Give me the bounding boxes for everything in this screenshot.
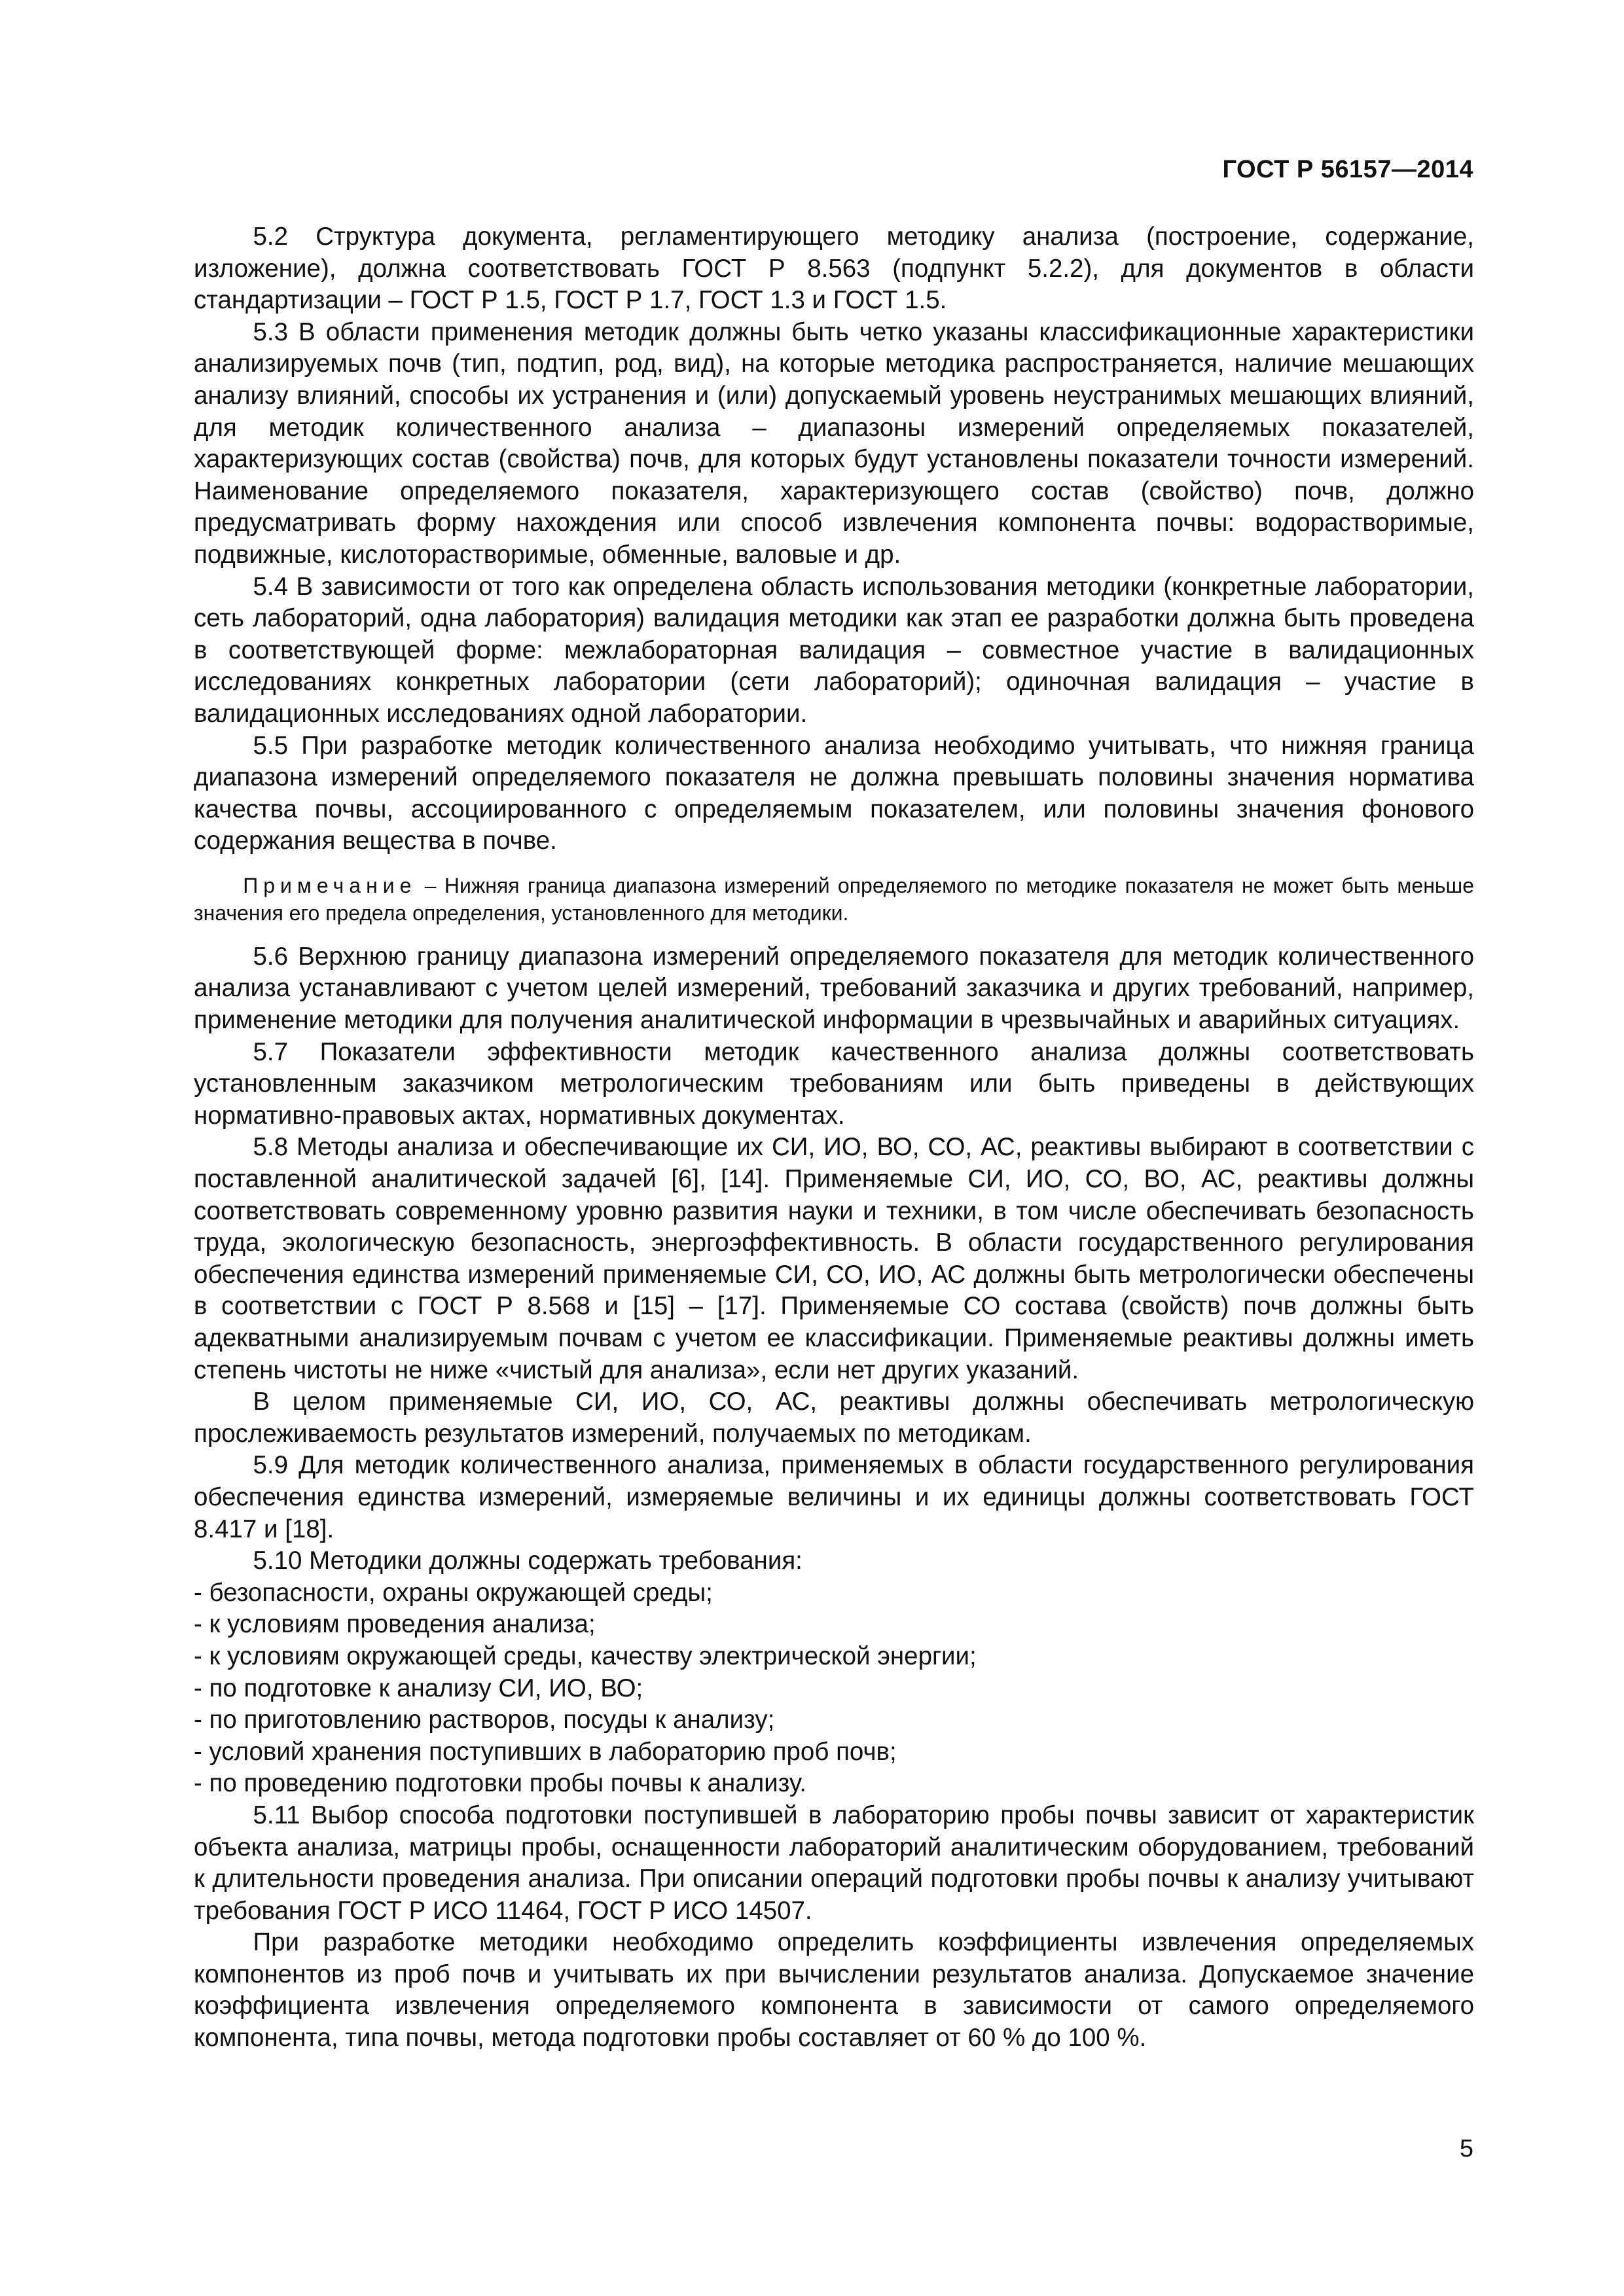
paragraph-5-8-continued: В целом применяемые СИ, ИО, СО, АС, реактивы должны обеспечивать метрологическую прослеживаемость результатов измерений, получаемых по методикам. [194,1388,1474,1448]
paragraph-5-7: 5.7 Показатели эффективности методик качественного анализа должны соответствовать установленным заказчиком метрологическим требованиям или быть приведены в действующих нормативно-правовых актах, нормативных документах. [194,1037,1474,1130]
document-code-header: ГОСТ Р 56157—2014 [1222,156,1473,183]
paragraph-5-9: 5.9 Для методик количественного анализа, применяемых в области государственного регулирования обеспечения единства измерений, измеряемые величины и их единицы должны соответствовать ГОСТ 8.417 и [18]. [194,1451,1474,1543]
paragraph-5-6: 5.6 Верхнюю границу диапазона измерений определяемого показателя для методик количественного анализа устанавливают с учетом целей измерений, требований заказчика и других требований, например, применение методики для получения аналитической информации в чрезвычайных и аварийных ситуациях. [194,942,1474,1035]
note [194,872,1474,927]
list-item: - по приготовлению растворов, посуды к анализу; [194,1706,775,1734]
list-item: - по подготовке к анализу СИ, ИО, ВО; [194,1674,643,1702]
document-body [194,221,1474,2054]
paragraph-5-3: 5.3 В области применения методик должны быть четко указаны классификационные характеристики анализируемых почв (тип, подтип, род, вид), на которые методика распространяется, наличие мешающих анализу влияний, способы их устранения и (или) допускаемый уровень неустранимых мешающих влияний, для методик количественного анализа – диапазоны измерений определяемых показателей, характеризующих состав (свойства) почв, для которых будут установлены показатели точности измерений. Наименование определяемого показателя, характеризующего состав (свойство) почв, должно предусматривать форму нахождения или способ извлечения компонента почвы: водорастворимые, подвижные, кислоторастворимые, обменные, валовые и др. [194,317,1474,569]
paragraph-5-8: 5.8 Методы анализа и обеспечивающие их СИ, ИО, ВО, СО, АС, реактивы выбирают в соответствии с поставленной аналитической задачей [6], [14]. Применяемые СИ, ИО, СО, ВО, АС, реактивы должны соответствовать современному уровню развития науки и техники, в том числе обеспечивать безопасность труда, экологическую безопасность, энергоэффективность. В области государственного регулирования обеспечения единства измерений применяемые СИ, СО, ИО, АС должны быть метрологически обеспечены в соответствии с ГОСТ Р 8.568 и [15] – [17]. Применяемые СО состава (свойств) почв должны быть адекватными анализируемым почвам с учетом ее классификации. Применяемые реактивы должны иметь степень чистоты не ниже «чистый для анализа», если нет других указаний. [194,1133,1474,1384]
paragraph-5-11: 5.11 Выбор способа подготовки поступившей в лабораторию пробы почвы зависит от характеристик объекта анализа, матрицы пробы, оснащенности лабораторий аналитическим оборудованием, требований к длительности проведения анализа. При описании операций подготовки пробы почвы к анализу учитывают требования ГОСТ Р ИСО 11464, ГОСТ Р ИСО 14507. [194,1801,1474,1925]
list-item: - к условиям окружающей среды, качеству электрической энергии; [194,1641,977,1670]
list-item: - по проведению подготовки пробы почвы к анализу. [194,1769,806,1798]
list-item: - условий хранения поступивших в лабораторию проб почв; [194,1737,897,1766]
list-item: - безопасности, охраны окружающей среды; [194,1578,713,1607]
paragraph-5-2: 5.2 Структура документа, регламентирующего методику анализа (построение, содержание, изложение), должна соответствовать ГОСТ Р 8.563 (подпункт 5.2.2), для документов в области стандартизации – ГОСТ Р 1.5, ГОСТ Р 1.7, ГОСТ 1.3 и ГОСТ 1.5. [194,223,1474,315]
note-label: Примечание [243,873,417,897]
paragraph-5-10: 5.10 Методики должны содержать требования: [253,1547,803,1575]
note-text: – Нижняя граница диапазона измерений определяемого по методике показателя не может быть меньше значения его предела определения, установленного для методики. [194,873,1474,925]
page-number: 5 [1459,2135,1473,2162]
list-item: - к условиям проведения анализа; [194,1610,596,1639]
paragraph-5-5: 5.5 При разработке методик количественного анализа необходимо учитывать, что нижняя граница диапазона измерений определяемого показателя не должна превышать половины значения норматива качества почвы, ассоциированного с определяемым показателем, или половины значения фонового содержания вещества в почве. [194,731,1474,855]
paragraph-5-11-continued: При разработке методики необходимо определить коэффициенты извлечения определяемых компонентов из проб почв и учитывать их при вычислении результатов анализа. Допускаемое значение коэффициента извлечения определяемого компонента в зависимости от самого определяемого компонента, типа почвы, метода подготовки пробы составляет от 60 % до 100 %. [194,1928,1474,2053]
paragraph-5-4: 5.4 В зависимости от того как определена область использования методики (конкретные лаборатории, сеть лабораторий, одна лаборатория) валидация методики как этап ее разработки должна быть проведена в соответствующей форме: межлабораторная валидация – совместное участие в валидационных исследованиях конкретных лаборатории (сети лабораторий); одиночная валидация – участие в валидационных исследованиях одной лаборатории. [194,572,1474,728]
